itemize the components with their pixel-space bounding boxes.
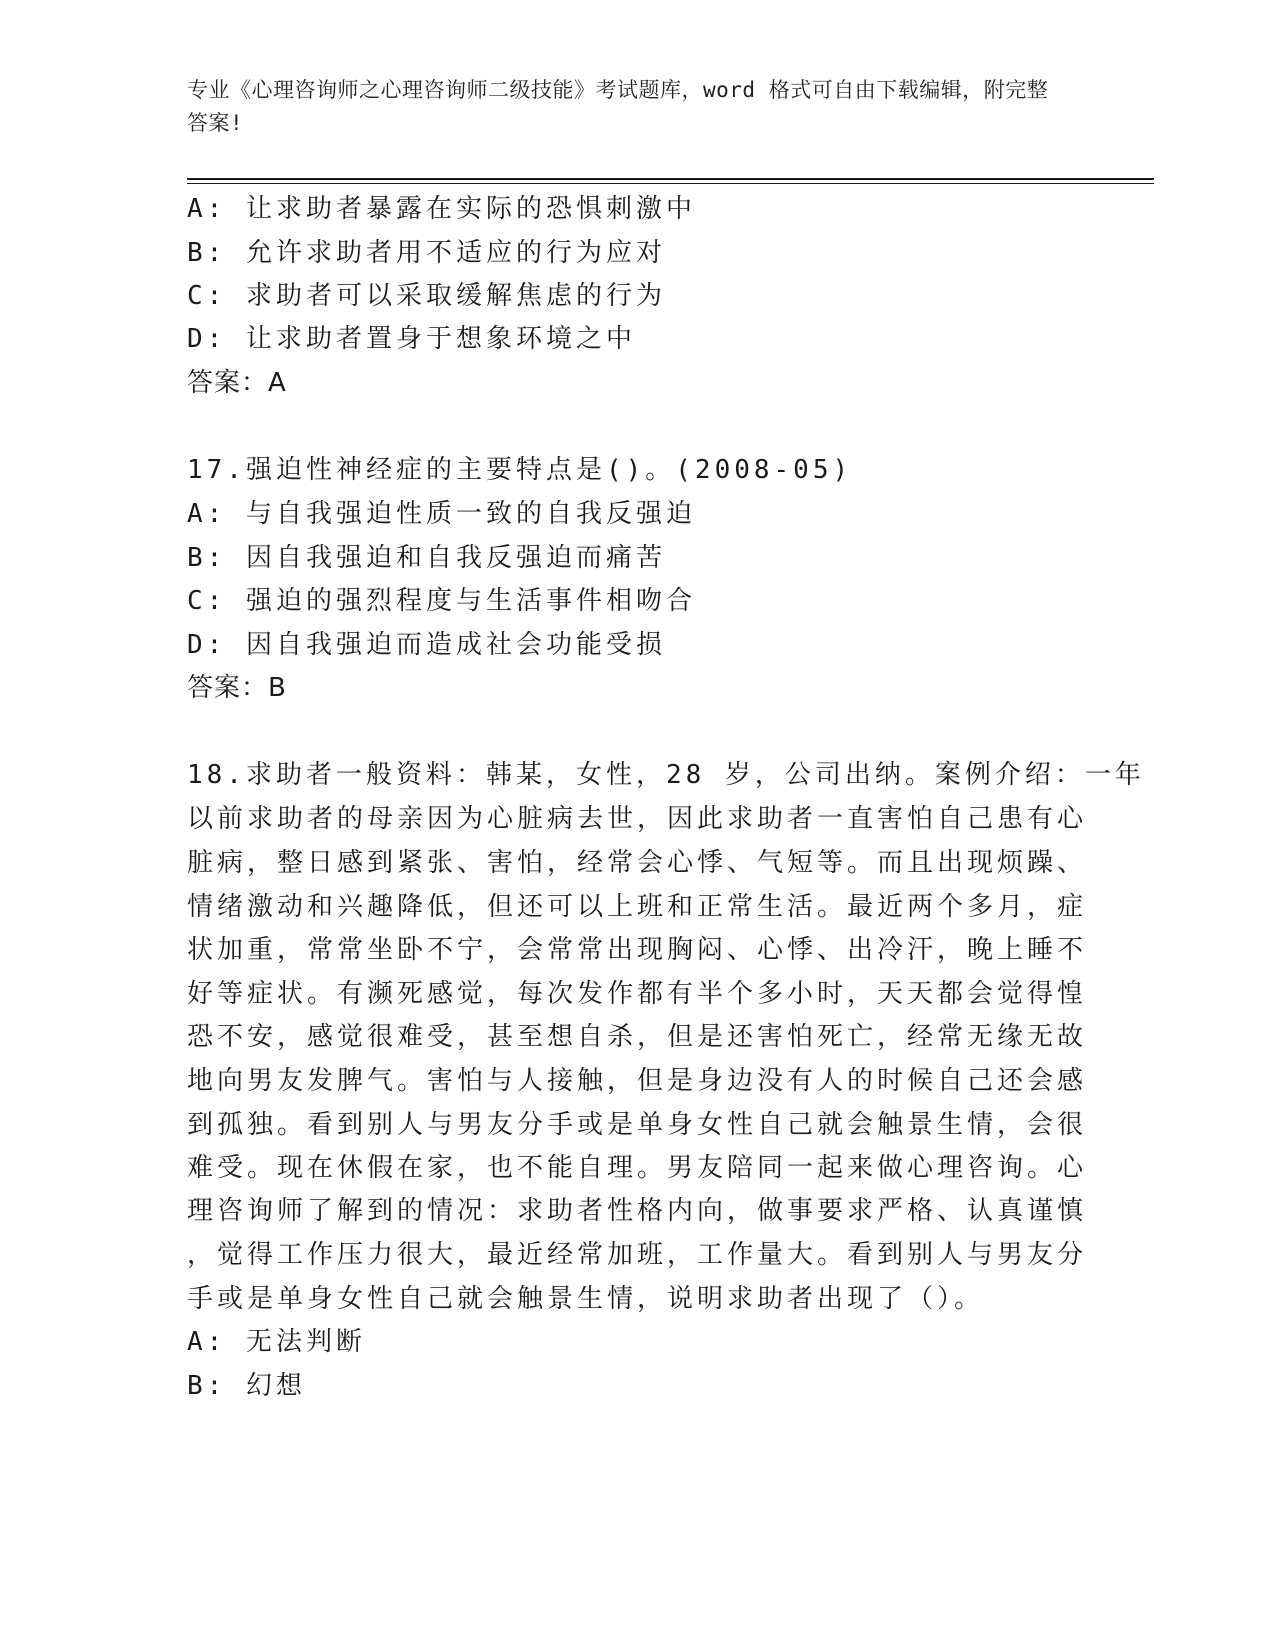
- q18-question-line: 理咨询师了解到的情况：求助者性格内向，做事要求严格、认真谨慎: [187, 1196, 1088, 1226]
- header-rule-thick: [187, 178, 1154, 180]
- q18-question-line: 脏病，整日感到紧张、害怕，经常会心悸、气短等。而且出现烦躁、: [187, 848, 1088, 878]
- q17-answer: 答案：B: [187, 673, 287, 703]
- q16-option-c: C: 求助者可以采取缓解焦虑的行为: [187, 281, 666, 311]
- document-header: 专业《心理咨询师之心理咨询师二级技能》考试题库，word 格式可自由下载编辑，附完整答案!: [187, 78, 1049, 135]
- q18-question-line: 地向男友发脾气。害怕与人接触，但是身边没有人的时候自己还会感: [187, 1066, 1088, 1096]
- q18-question-line: 状加重，常常坐卧不宁，会常常出现胸闷、心悸、出冷汗，晚上睡不: [187, 935, 1088, 965]
- q18-question-line: 手或是单身女性自己就会触景生情，说明求助者出现了（）。: [187, 1284, 985, 1314]
- q16-option-d: D: 让求助者置身于想象环境之中: [187, 324, 636, 354]
- q18-question-line: ，觉得工作压力很大，最近经常加班，工作量大。看到别人与男友分: [187, 1240, 1088, 1270]
- q18-option-a: A: 无法判断: [187, 1327, 366, 1357]
- q18-question-line: 以前求助者的母亲因为心脏病去世，因此求助者一直害怕自己患有心: [187, 804, 1088, 834]
- q17-question: 17.强迫性神经症的主要特点是()。(2008-05): [187, 455, 853, 485]
- q17-option-a: A: 与自我强迫性质一致的自我反强迫: [187, 499, 696, 529]
- q16-option-a: A: 让求助者暴露在实际的恐惧刺激中: [187, 194, 696, 224]
- q18-question-line: 好等症状。有濒死感觉，每次发作都有半个多小时，天天都会觉得惶: [187, 979, 1088, 1009]
- q18-question-line: 到孤独。看到别人与男友分手或是单身女性自己就会触景生情，会很: [187, 1110, 1088, 1140]
- q17-option-b: B: 因自我强迫和自我反强迫而痛苦: [187, 543, 666, 573]
- header-rule-thin: [187, 183, 1154, 184]
- q17-option-d: D: 因自我强迫而造成社会功能受损: [187, 630, 666, 660]
- q16-answer: 答案：A: [187, 368, 287, 398]
- q18-question-line: 情绪激动和兴趣降低，但还可以上班和正常生活。最近两个多月，症: [187, 892, 1088, 922]
- q18-question-line: 18.求助者一般资料：韩某，女性，28 岁，公司出纳。案例介绍：一年: [187, 760, 1145, 790]
- q18-question-line: 恐不安，感觉很难受，甚至想自杀，但是还害怕死亡，经常无缘无故: [187, 1022, 1088, 1052]
- q16-option-b: B: 允许求助者用不适应的行为应对: [187, 238, 666, 268]
- q18-question-line: 难受。现在休假在家，也不能自理。男友陪同一起来做心理咨询。心: [187, 1153, 1088, 1183]
- q18-option-b: B: 幻想: [187, 1371, 306, 1401]
- q17-option-c: C: 强迫的强烈程度与生活事件相吻合: [187, 586, 696, 616]
